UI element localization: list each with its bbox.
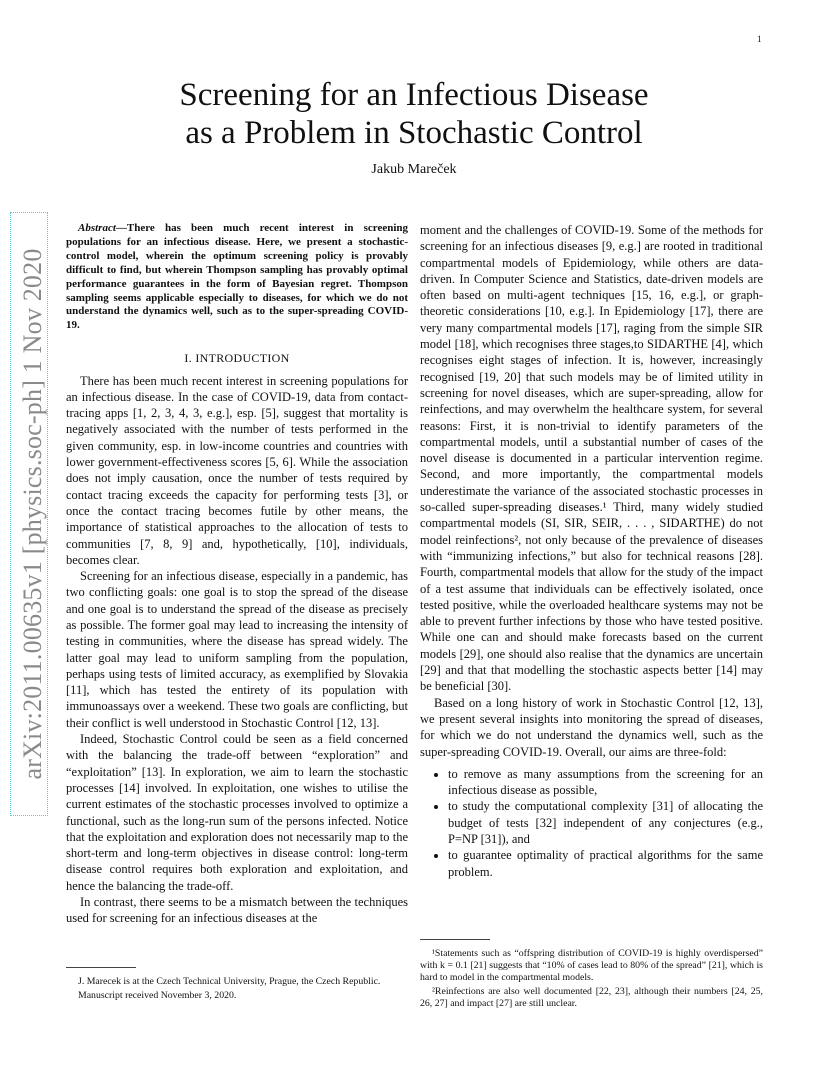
footnote: ²Reinfections are also well documented [22, 23], although their numbers [24, 25, 26, 27] and impact [27] are still unclear. [420, 986, 763, 1009]
list-item: • to guarantee optimality of practical algorithms for the same problem. [448, 847, 763, 880]
title-line-1: Screening for an Infectious Disease [179, 77, 649, 113]
footnotes [420, 948, 763, 1012]
paper-title [0, 76, 828, 152]
affiliation-footnote [66, 976, 408, 1004]
footnote: Manuscript received November 3, 2020. [78, 990, 237, 1001]
page-number: 1 [757, 34, 762, 44]
paragraph: Based on a long history of work in Stochastic Control [12, 13], we present several insights into monitoring the spread of diseases, for which we do not understand the dynamics well, such as the super-spreading COVID-19. Overall, our aims are three-fold: [420, 695, 763, 759]
list-item: • to remove as many assumptions from the screening for an infectious disease as possible, [448, 766, 763, 799]
aims-list [420, 766, 763, 880]
footnote-rule [420, 939, 490, 940]
abstract-text: —There has been much recent interest in screening populations for an infectious disease. Here, we present a stochastic-control model, wherein the optimum screening policy is provably difficult to find, but wherein Thompson sampling has provably optimal performance guarantees in the form of Bayesian regret. Thompson sampling seems applicable especially to diseases, for which we do not understand the dynamics well, such as to the super-spreading COVID-19. [66, 222, 408, 332]
paragraph: There has been much recent interest in screening populations for an infectious disease. In the case of COVID-19, data from contact-tracing apps [1, 2, 3, 4, 3, e.g.], esp. [5], suggest that mortality is negatively associated with the number of tests performed in the given community, esp. in low-income countries and countries with lower government-effectiveness scores [5, 6]. While the association does not imply causation, once the number of tests required by contact tracing exceeds the capacity for performing tests [3], or once the contact tracing becomes futile by other means, the importance of statistical approaches to the allocation of tests to communities [7, 8, 9] and, hypothetically, [10], individuals, becomes clear. [66, 373, 408, 567]
abstract-label: Abstract [78, 222, 116, 234]
arxiv-stamp[interactable] [18, 214, 48, 814]
list-item: • to study the computational complexity [31] of allocating the budget of tests [32] independent of any conjectures (e.g., P=NP [31]), and [448, 798, 763, 847]
author: Jakub Mareček [371, 162, 457, 177]
arxiv-id[interactable]: arXiv:2011.00635v1 [physics.soc-ph] 1 Nov 2020 [18, 248, 47, 780]
paragraph: moment and the challenges of COVID-19. Some of the methods for screening for an infectious diseases [9, e.g.] are rooted in traditional compartmental models of Epidemiology, while others are data-driven. In Computer Science and Statistics, date-driven models are often based on multi-agent techniques [15, 16, e.g.], or graph-theoretic considerations [10, e.g.]. In Epidemiology [17], there are very many compartmental models [17], raging from the simple SIR model [18], which recognises three stages,to SIDARTHE [4], which recognises eight stages of infection. It is, however, increasingly recognised [19, 20] that such models may be of limited utility in screening for novel diseases, which are super-spreading, allow for reinfections, and may overwhelm the healthcare system, for several reasons: First, it is non-trivial to identify parameters of the compartmental models, until a substantial number of cases of the novel disease is documented in a particular intervention regime. Second, and more importantly, the compartmental models underestimate the variance of the associated stochastic processes in so-called super-spreading diseases.¹ Third, many widely studied compartmental models (SI, SIR, SEIR, . . . , SIDARTHE) do not model reinfections², not only because of the prevalence of diseases with “immunizing infections,” but also for technical reasons [28]. Fourth, compartmental models that allow for the study of the impact of a test assume that individuals can be effectively isolated, once tested positive, while the overloaded healthcare systems may not be able to prevent further infections by those who have tested positive. While one can and should make forecasts based on the current models [29], one should also realise that the dynamics are uncertain [29] and that that modelling the stochastic aspects better [14] may be beneficial [30]. [420, 223, 763, 694]
abstract [66, 222, 408, 333]
right-column [420, 222, 763, 880]
title-line-2: as a Problem in Stochastic Control [185, 115, 643, 151]
footnote-rule [66, 967, 136, 968]
footnote: J. Marecek is at the Czech Technical University, Prague, the Czech Republic. [78, 976, 381, 987]
paragraph: In contrast, there seems to be a mismatch between the techniques used for screening for an infectious diseases at the [66, 895, 408, 926]
footnote: ¹Statements such as “offspring distribution of COVID-19 is highly overdispersed” with k = 0.1 [21] suggests that “10% of cases lead to 80% of the spread” [21], which is hard to model in the compartmental models. [420, 948, 763, 983]
paragraph: Indeed, Stochastic Control could be seen as a field concerned with the balancing the trade-off between “exploration” and “exploitation” [13]. In exploration, we aim to learn the stochastic processes [14] involved. In exploitation, one wishes to utilise the current estimates of the stochastic processes involved to optimize a functional, such as the long-run sum of the persons infected. Notice that the exploitation and exploration does not necessarily map to the short-term and long-term objectives in disease control: long-term disease control requires both exploration and exploitation, and hence the balancing the trade-off. [66, 732, 408, 893]
paragraph: Screening for an infectious disease, especially in a pandemic, has two conflicting goals: one goal is to stop the spread of the disease and one goal is to understand the spread of the disease as precisely as possible. The former goal may lead to increasing the intensity of testing in communities, where the disease has spread widely. The latter goal may lead to uniform sampling from the population, perhaps using tests of limited accuracy, as exemplified by Slovakia [11], which has tested the entirety of its population with immunoassays over a weekend. These two goals are conflicting, but their conflict is well understood in Stochastic Control [12, 13]. [66, 569, 408, 730]
left-column [66, 222, 408, 927]
section-heading: I. INTRODUCTION [184, 351, 290, 366]
